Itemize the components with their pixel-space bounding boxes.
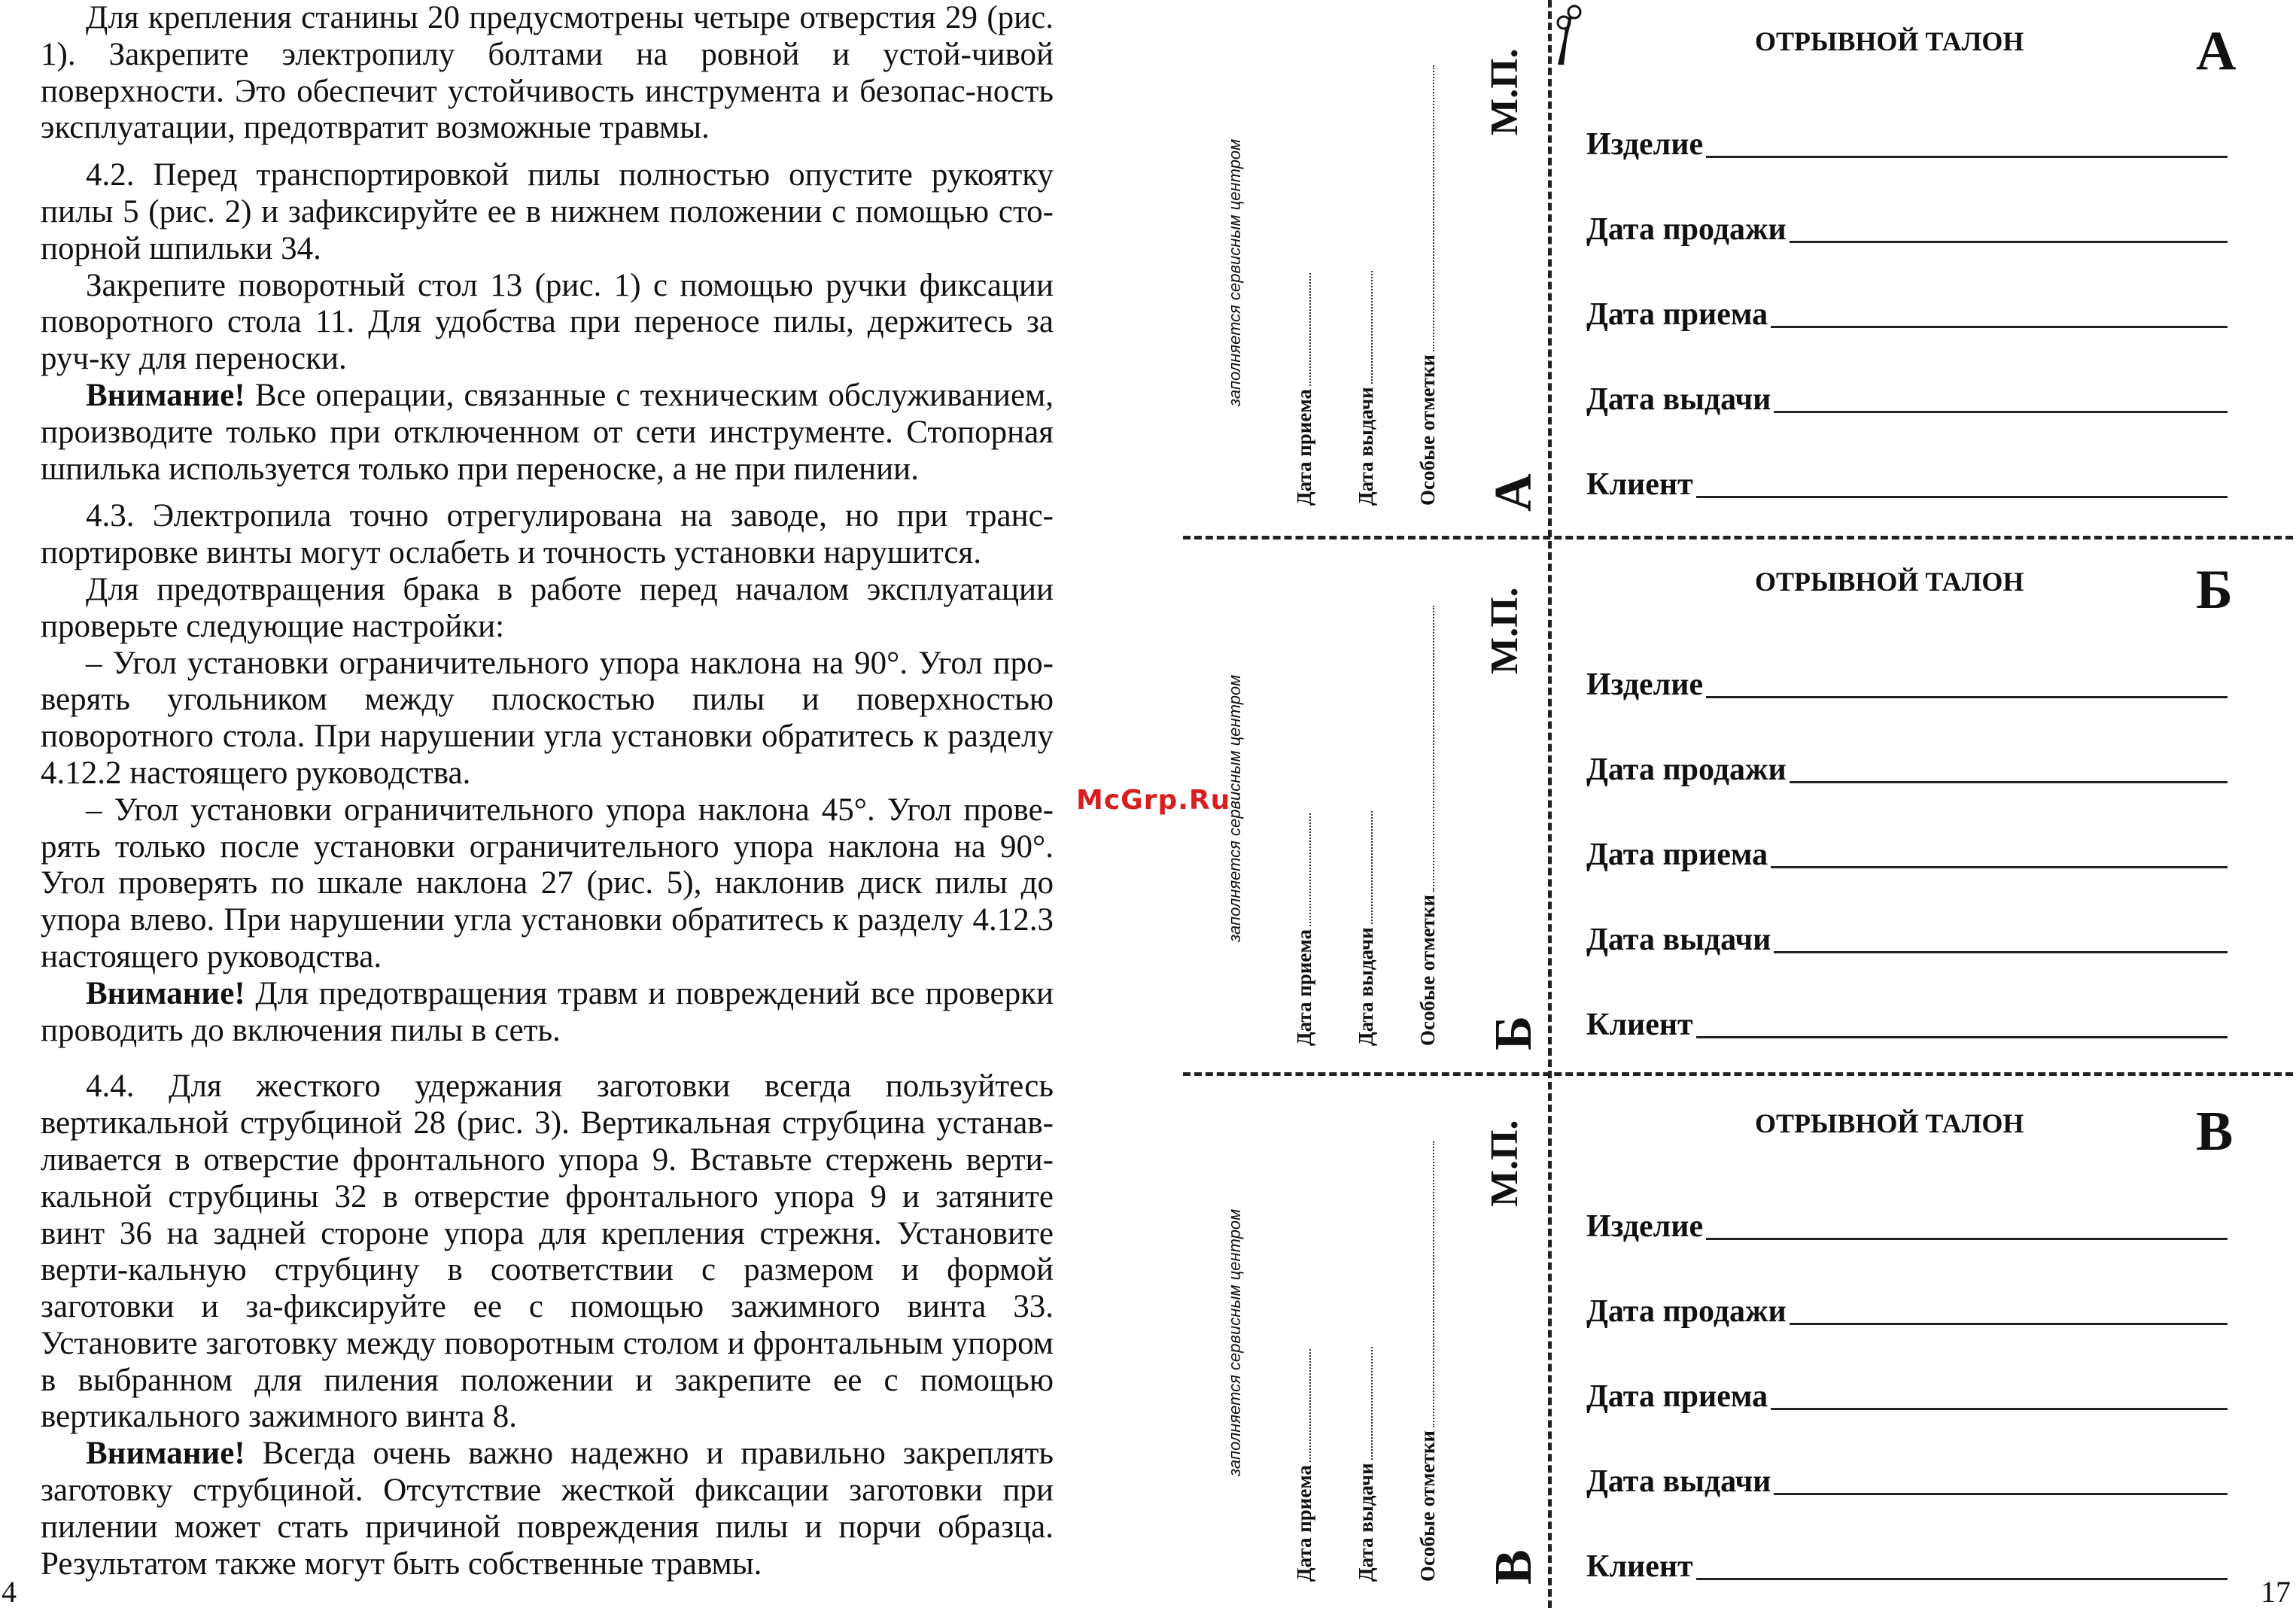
attention-text: Для предотвращения травм и повреждений все проверки проводить до включения пилы в сеть. xyxy=(41,975,1054,1048)
attention-text: Всегда очень важно надежно и правильно закреплять заготовку струбциной. Отсутствие жесткой фиксации заготовки при пилении может стать причиной повреждения пилы и порчи образца. Результатом также могут быть собственные травмы. xyxy=(41,1436,1054,1582)
form-row: Изделие xyxy=(1586,1208,2228,1245)
coupon-title: ОТРЫВНОЙ ТАЛОН xyxy=(1755,26,2024,56)
vertical-cut-line xyxy=(1548,0,1552,1608)
attention-label: Внимание! xyxy=(86,377,245,413)
horizontal-cut-line xyxy=(1183,536,2293,540)
input-line[interactable] xyxy=(1696,1036,2228,1038)
coupon-letter: В xyxy=(2196,1101,2234,1163)
stub-field: Дата приема xyxy=(1293,813,1316,1046)
paragraph xyxy=(41,1436,1054,1582)
paragraph: Закрепите поворотный стол 13 (рис. 1) с помощью ручки фиксации поворотного стола 11. Для удобства при переносе пилы, держитесь за руч-ку для переноски. xyxy=(41,267,1054,377)
form-row: Дата продажи xyxy=(1586,1293,2228,1330)
form-row: Изделие xyxy=(1586,126,2228,163)
input-line[interactable] xyxy=(1771,1408,2228,1410)
form-row: Дата приема xyxy=(1586,1379,2228,1415)
form-row: Дата выдачи xyxy=(1586,1464,2228,1500)
stamp-label: М.П. xyxy=(1483,1120,1526,1207)
stub-field: Особые отметки xyxy=(1416,606,1440,1046)
stub-field: Дата приема xyxy=(1293,273,1316,506)
stub-letter: В xyxy=(1485,1549,1543,1585)
paragraph: 4.2. Перед транспортировкой пилы полностью опустите рукоятку пилы 5 (рис. 2) и зафиксируйте ее в нижнем положении с помощью сто-порной шпильки 34. xyxy=(41,157,1054,266)
input-line[interactable] xyxy=(1790,781,2228,783)
input-line[interactable] xyxy=(1706,696,2228,698)
stub-field: Дата выдачи xyxy=(1355,271,1378,506)
paragraph xyxy=(41,378,1054,488)
form-row: Клиент xyxy=(1586,467,2228,503)
paragraph: Для крепления станины 20 предусмотрены четыре отверстия 29 (рис. 1). Закрепите электропилу болтами на ровной и устой-чивой поверхности. Это обеспечит устойчивость инструмента и безопас-ность эксплуатации, предотвратит возможные травмы. xyxy=(41,0,1054,146)
list-item: – Угол установки ограничительного упора наклона на 90°. Угол про-верять угольником между плоскостью пилы и поверхностью поворотного стола. При нарушении угла установки обратитесь к разделу 4.12.2 настоящего руководства. xyxy=(41,645,1054,791)
stub-field: Дата выдачи xyxy=(1355,1347,1378,1582)
form-row: Дата продажи xyxy=(1586,211,2228,248)
horizontal-cut-line xyxy=(1183,1072,2293,1076)
form-row: Дата продажи xyxy=(1586,752,2228,788)
input-line[interactable] xyxy=(1696,1578,2228,1580)
stub-letter: А xyxy=(1485,473,1543,512)
page-number-right: 17 xyxy=(2261,1575,2291,1608)
coupon-letter: А xyxy=(2196,20,2237,82)
paragraph xyxy=(41,976,1054,1050)
form-row: Дата выдачи xyxy=(1586,381,2228,418)
list-item: – Угол установки ограничительного упора наклона 45°. Угол прове-рять только после установки ограничительного упора наклона на 90°. Угол проверять по шкале наклона 27 (рис. 5), наклонив диск пилы до упора влево. При нарушении угла установки обратитесь к разделу 4.12.3 настоящего руководства. xyxy=(41,792,1054,974)
attention-label: Внимание! xyxy=(86,1436,245,1472)
stamp-label: М.П. xyxy=(1483,587,1526,674)
input-line[interactable] xyxy=(1790,241,2228,243)
input-line[interactable] xyxy=(1771,326,2228,328)
input-line[interactable] xyxy=(1706,156,2228,158)
form-row: Дата приема xyxy=(1586,837,2228,873)
coupon-title: ОТРЫВНОЙ ТАЛОН xyxy=(1755,567,2024,597)
attention-text: Все операции, связанные с техническим обслуживанием, производите только при отключенном от сети инструменте. Стопорная шпилька используется только при переноске, а не при пилении. xyxy=(41,377,1054,487)
service-note: заполняется сервисным центром xyxy=(1225,1208,1244,1476)
paragraph: 4.4. Для жесткого удержания заготовки всегда пользуйтесь вертикальной струбциной 28 (рис. 3). Вертикальная струбцина устанав-ливается в отверстие фронтального упора 9. Вставьте стержень верти-кальной струбцины 32 в отверстие фронтального упора 9 и затяните винт 36 на задней стороне упора для крепления стрежня. Установите верти-кальную струбцину в соответствии с размером и формой заготовки и за-фиксируйте ее с помощью зажимного винта 33. Установите заготовку между поворотным столом и фронтальным упором в выбранном для пиления положении и закрепите ее с помощью вертикального зажимного винта 8. xyxy=(41,1068,1054,1435)
service-note: заполняется сервисным центром xyxy=(1225,138,1244,406)
input-line[interactable] xyxy=(1696,496,2228,498)
paragraph: 4.3. Электропила точно отрегулирована на заводе, но при транс-портировке винты могут ослабеть и точность установки нарушится. xyxy=(41,498,1054,571)
stamp-label: М.П. xyxy=(1483,48,1526,135)
input-line[interactable] xyxy=(1771,866,2228,868)
input-line[interactable] xyxy=(1774,1493,2228,1495)
service-note: заполняется сервисным центром xyxy=(1225,674,1244,942)
form-row: Клиент xyxy=(1586,1007,2228,1043)
input-line[interactable] xyxy=(1706,1238,2228,1240)
stub-field: Особые отметки xyxy=(1416,65,1440,506)
input-line[interactable] xyxy=(1790,1323,2228,1325)
form-row: Дата приема xyxy=(1586,296,2228,333)
stub-field: Дата выдачи xyxy=(1355,811,1378,1046)
coupon-title: ОТРЫВНОЙ ТАЛОН xyxy=(1755,1108,2024,1138)
form-row: Дата выдачи xyxy=(1586,922,2228,958)
coupon-letter: Б xyxy=(2196,559,2233,621)
attention-label: Внимание! xyxy=(86,975,245,1011)
stub-letter: Б xyxy=(1485,1015,1543,1050)
left-page-text xyxy=(41,0,1054,1582)
paragraph: Для предотвращения брака в работе перед началом эксплуатации проверьте следующие настройки: xyxy=(41,571,1054,644)
page-number-left: 4 xyxy=(2,1575,17,1608)
scissors-icon xyxy=(1552,3,1586,66)
stub-field: Дата приема xyxy=(1293,1349,1316,1582)
input-line[interactable] xyxy=(1774,951,2228,953)
input-line[interactable] xyxy=(1774,411,2228,413)
form-row: Клиент xyxy=(1586,1549,2228,1585)
form-row: Изделие xyxy=(1586,667,2228,703)
watermark: McGrp.Ru xyxy=(1076,785,1231,816)
stub-field: Особые отметки xyxy=(1416,1141,1440,1582)
